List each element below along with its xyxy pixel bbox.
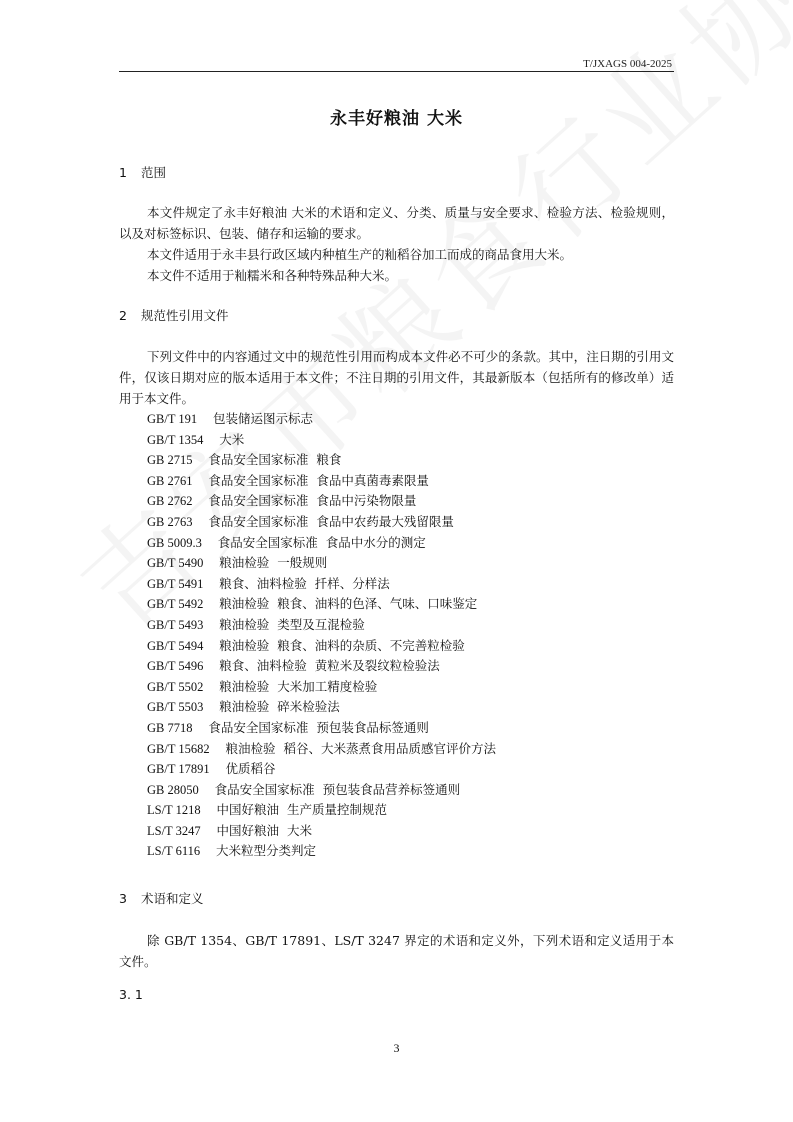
reference-title: 粮食、油料检验 黄粒米及裂纹粒检验法 <box>219 658 440 674</box>
reference-code: GB/T 191 <box>147 412 198 426</box>
reference-code: GB/T 5492 <box>147 597 204 612</box>
reference-item <box>147 780 496 801</box>
header-divider <box>119 71 674 72</box>
reference-title: 食品安全国家标准 食品中农药最大残留限量 <box>208 513 454 529</box>
normative-intro: 下列文件中的内容通过文中的规范性引用而构成本文件必不可少的条款。其中，注日期的引用文件，仅该日期对应的版本适用于本文件；不注日期的引用文件，其最新版本（包括所有的修改单）适用于本文件。 <box>119 349 674 406</box>
reference-item <box>147 553 496 574</box>
document-code: T/JXAGS 004-2025 <box>583 58 672 70</box>
reference-title: 优质稻谷 <box>225 761 276 777</box>
reference-title: 中国好粮油 生产质量控制规范 <box>216 802 387 818</box>
section-number: 3 <box>119 891 127 906</box>
reference-item <box>147 471 496 492</box>
terms-intro: 除 GB/T 1354、GB/T 17891、LS/T 3247 界定的术语和定义外，下列术语和定义适用于本文件。 <box>119 933 674 969</box>
reference-code: GB/T 5494 <box>147 638 204 653</box>
reference-title: 粮油检验 大米加工精度检验 <box>219 678 378 694</box>
reference-item <box>147 533 496 554</box>
reference-item <box>147 409 496 430</box>
reference-title: 粮食、油料检验 扦样、分样法 <box>219 575 390 591</box>
section-number: 2 <box>119 308 127 323</box>
reference-code: GB 7718 <box>147 720 193 735</box>
reference-item <box>147 759 496 780</box>
reference-title: 粮油检验 粮食、油料的色泽、气味、口味鉴定 <box>219 596 478 612</box>
section-number: 1 <box>119 165 127 180</box>
section-3-heading <box>119 889 204 907</box>
reference-item <box>147 636 496 657</box>
section-title: 规范性引用文件 <box>141 308 229 323</box>
reference-title: 粮油检验 碎米检验法 <box>219 699 340 715</box>
scope-paragraph-3: 本文件不适用于籼糯米和各种特殊品种大米。 <box>147 268 398 283</box>
reference-item <box>147 739 496 760</box>
reference-code: GB 2763 <box>147 514 193 529</box>
reference-title: 粮油检验 类型及互混检验 <box>219 616 365 632</box>
reference-title: 大米 <box>219 431 245 447</box>
reference-item <box>147 821 496 842</box>
reference-title: 粮油检验 稻谷、大米蒸煮食用品质感官评价方法 <box>225 740 496 756</box>
section-title: 术语和定义 <box>141 891 204 906</box>
reference-item <box>147 841 496 862</box>
reference-title: 粮油检验 粮食、油料的杂质、不完善粒检验 <box>219 637 465 653</box>
reference-item <box>147 656 496 677</box>
reference-code: GB/T 15682 <box>147 741 210 756</box>
reference-item <box>147 430 496 451</box>
reference-code: GB/T 5491 <box>147 576 204 591</box>
reference-code: GB/T 5493 <box>147 617 204 632</box>
reference-item <box>147 615 496 636</box>
reference-title: 食品安全国家标准 预包装食品营养标签通则 <box>214 781 461 797</box>
reference-code: GB 2761 <box>147 473 193 488</box>
reference-code: LS/T 1218 <box>147 803 201 818</box>
reference-item <box>147 800 496 821</box>
reference-item <box>147 574 496 595</box>
reference-code: LS/T 6116 <box>147 844 201 859</box>
reference-item <box>147 491 496 512</box>
reference-title: 食品安全国家标准 预包装食品标签通则 <box>208 719 429 735</box>
reference-item <box>147 677 496 698</box>
reference-item <box>147 512 496 533</box>
reference-title: 食品安全国家标准 食品中真菌毒素限量 <box>208 472 429 488</box>
reference-code: GB/T 1354 <box>147 432 204 447</box>
reference-title: 食品安全国家标准 粮食 <box>208 452 342 468</box>
reference-title: 大米粒型分类判定 <box>216 843 317 859</box>
reference-item <box>147 450 496 471</box>
document-title: 永丰好粮油 大米 <box>330 109 463 129</box>
section-2-heading <box>119 306 229 324</box>
reference-code: GB 5009.3 <box>147 535 202 550</box>
reference-code: GB 28050 <box>147 782 199 797</box>
reference-code: GB/T 5496 <box>147 659 204 674</box>
scope-paragraph-1: 本文件规定了永丰好粮油 大米的术语和定义、分类、质量与安全要求、检验方法、检验规则，以及对标签标识、包装、储存和运输的要求。 <box>119 205 674 241</box>
reference-code: GB 2715 <box>147 453 193 468</box>
reference-item <box>147 697 496 718</box>
reference-code: GB/T 17891 <box>147 762 210 777</box>
reference-item <box>147 718 496 739</box>
reference-title: 食品安全国家标准 食品中污染物限量 <box>208 493 417 509</box>
reference-code: GB/T 5503 <box>147 700 204 715</box>
reference-title: 包装储运图示标志 <box>213 411 314 426</box>
reference-code: GB/T 5502 <box>147 679 204 694</box>
reference-item <box>147 594 496 615</box>
section-1-heading <box>119 163 166 181</box>
term-number: 3. 1 <box>119 987 143 1002</box>
page-number: 3 <box>393 1041 400 1055</box>
section-title: 范围 <box>141 165 167 180</box>
reference-code: GB 2762 <box>147 494 193 509</box>
reference-title: 粮油检验 一般规则 <box>219 555 328 571</box>
reference-title: 中国好粮油 大米 <box>216 822 312 838</box>
reference-code: GB/T 5490 <box>147 556 204 571</box>
reference-code: LS/T 3247 <box>147 823 201 838</box>
scope-paragraph-2: 本文件适用于永丰县行政区域内种植生产的籼稻谷加工而成的商品食用大米。 <box>147 247 573 262</box>
reference-list <box>147 409 496 862</box>
reference-title: 食品安全国家标准 食品中水分的测定 <box>217 534 426 550</box>
